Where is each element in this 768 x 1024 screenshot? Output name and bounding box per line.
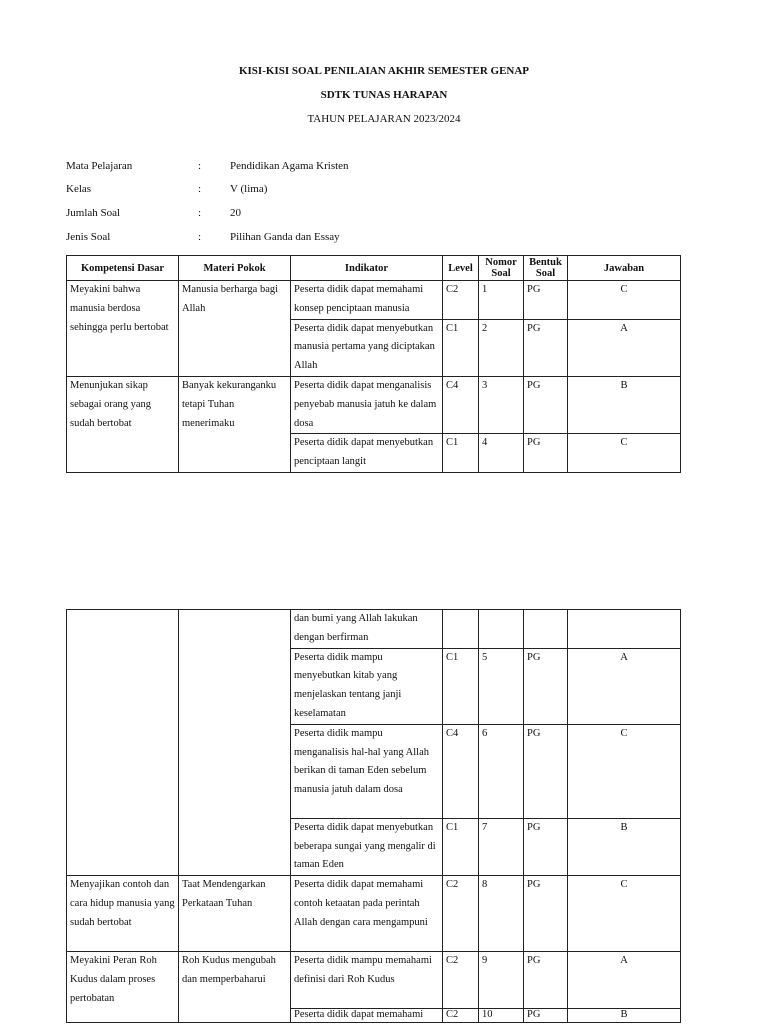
cell-bentuk-soal: PG	[524, 724, 568, 818]
cell-level: C2	[443, 876, 479, 952]
header-nomor-soal: Nomor Soal	[479, 256, 524, 281]
cell-indikator: Peserta didik dapat memahami contoh ketaatan pada perintah Allah dengan cara mengampuni	[291, 876, 443, 952]
cell-materi-pokok: Roh Kudus mengubah dan memperbaharui	[179, 952, 291, 1023]
cell-jawaban: A	[568, 648, 681, 724]
table-header-row	[67, 256, 681, 281]
doc-title-line2: SDTK TUNAS HARAPAN	[320, 89, 448, 101]
doc-title-line3: TAHUN PELAJARAN 2023/2024	[307, 113, 461, 125]
cell-kompetensi-dasar	[67, 610, 179, 876]
cell-jawaban: A	[568, 952, 681, 1009]
cell-jawaban: C	[568, 724, 681, 818]
cell-level: C1	[443, 434, 479, 473]
doc-title-line1: KISI-KISI SOAL PENILAIAN AKHIR SEMESTER GENAP	[238, 65, 530, 77]
cell-jawaban: B	[568, 376, 681, 433]
cell-level: C4	[443, 376, 479, 433]
table-row	[67, 610, 681, 649]
table-row	[67, 952, 681, 1009]
meta-colon: :	[198, 207, 202, 219]
meta-colon: :	[198, 231, 202, 243]
cell-indikator: Peserta didik mampu menganalisis hal-hal yang Allah berikan di taman Eden sebelum manusia jatuh dalam dosa	[291, 724, 443, 818]
cell-nomor-soal: 10	[479, 1009, 524, 1023]
cell-nomor-soal: 8	[479, 876, 524, 952]
cell-bentuk-soal: PG	[524, 818, 568, 875]
cell-nomor-soal: 7	[479, 818, 524, 875]
meta-value: Pilihan Ganda dan Essay	[230, 231, 340, 243]
cell-nomor-soal: 6	[479, 724, 524, 818]
cell-indikator: Peserta didik dapat menyebutkan penciptaan langit	[291, 434, 443, 473]
cell-jawaban	[568, 610, 681, 649]
cell-nomor-soal: 3	[479, 376, 524, 433]
meta-value: Pendidikan Agama Kristen	[230, 160, 349, 172]
table-row	[67, 281, 681, 320]
cell-kompetensi-dasar: Meyakini Peran Roh Kudus dalam proses pertobatan	[67, 952, 179, 1023]
meta-label: Jenis Soal	[66, 231, 111, 243]
cell-indikator: Peserta didik dapat menganalisis penyebab manusia jatuh ke dalam dosa	[291, 376, 443, 433]
cell-indikator: Peserta didik dapat menyebutkan beberapa sungai yang mengalir di taman Eden	[291, 818, 443, 875]
cell-jawaban: B	[568, 818, 681, 875]
kisi-kisi-table-part1	[66, 255, 681, 473]
meta-colon: :	[198, 160, 202, 172]
cell-indikator: dan bumi yang Allah lakukan dengan berfirman	[291, 610, 443, 649]
cell-level: C2	[443, 1009, 479, 1023]
cell-jawaban: B	[568, 1009, 681, 1023]
cell-bentuk-soal: PG	[524, 319, 568, 376]
meta-label: Jumlah Soal	[66, 207, 121, 219]
cell-level: C1	[443, 648, 479, 724]
table-row	[67, 376, 681, 433]
cell-nomor-soal: 1	[479, 281, 524, 320]
cell-bentuk-soal: PG	[524, 648, 568, 724]
cell-kompetensi-dasar: Menyajikan contoh dan cara hidup manusia yang sudah bertobat	[67, 876, 179, 952]
cell-indikator: Peserta didik dapat memahami konsep penciptaan manusia	[291, 281, 443, 320]
cell-bentuk-soal: PG	[524, 281, 568, 320]
cell-level	[443, 610, 479, 649]
cell-kompetensi-dasar: Menunjukan sikap sebagai orang yang sudah bertobat	[67, 376, 179, 472]
cell-bentuk-soal: PG	[524, 376, 568, 433]
header-kompetensi-dasar: Kompetensi Dasar	[67, 256, 179, 281]
cell-materi-pokok: Banyak kekuranganku tetapi Tuhan menerimaku	[179, 376, 291, 472]
cell-bentuk-soal: PG	[524, 1009, 568, 1023]
cell-indikator: Peserta didik dapat menyebutkan manusia pertama yang diciptakan Allah	[291, 319, 443, 376]
cell-nomor-soal: 5	[479, 648, 524, 724]
cell-level: C1	[443, 818, 479, 875]
cell-jawaban: C	[568, 434, 681, 473]
cell-level: C1	[443, 319, 479, 376]
meta-label: Kelas	[66, 183, 92, 195]
cell-jawaban: A	[568, 319, 681, 376]
cell-indikator: Peserta didik mampu menyebutkan kitab yang menjelaskan tentang janji keselamatan	[291, 648, 443, 724]
kisi-kisi-table-part2	[66, 609, 681, 1023]
cell-materi-pokok: Taat Mendengarkan Perkataan Tuhan	[179, 876, 291, 952]
meta-colon: :	[198, 183, 202, 195]
cell-materi-pokok: Manusia berharga bagi Allah	[179, 281, 291, 377]
cell-level: C4	[443, 724, 479, 818]
meta-value: V (lima)	[230, 183, 268, 195]
meta-label: Mata Pelajaran	[66, 160, 133, 172]
meta-value: 20	[230, 207, 241, 219]
cell-jawaban: C	[568, 876, 681, 952]
header-jawaban: Jawaban	[568, 256, 681, 281]
cell-indikator: Peserta didik dapat memahami	[291, 1009, 443, 1023]
cell-nomor-soal: 2	[479, 319, 524, 376]
header-materi-pokok: Materi Pokok	[179, 256, 291, 281]
cell-jawaban: C	[568, 281, 681, 320]
cell-materi-pokok	[179, 610, 291, 876]
header-bentuk-soal: Bentuk Soal	[524, 256, 568, 281]
cell-kompetensi-dasar: Meyakini bahwa manusia berdosa sehingga perlu bertobat	[67, 281, 179, 377]
cell-bentuk-soal: PG	[524, 434, 568, 473]
cell-nomor-soal: 4	[479, 434, 524, 473]
cell-nomor-soal: 9	[479, 952, 524, 1009]
cell-bentuk-soal	[524, 610, 568, 649]
cell-level: C2	[443, 281, 479, 320]
table-row	[67, 876, 681, 952]
cell-nomor-soal	[479, 610, 524, 649]
header-level: Level	[443, 256, 479, 281]
cell-level: C2	[443, 952, 479, 1009]
cell-indikator: Peserta didik mampu memahami definisi dari Roh Kudus	[291, 952, 443, 1009]
cell-bentuk-soal: PG	[524, 876, 568, 952]
header-indikator: Indikator	[291, 256, 443, 281]
cell-bentuk-soal: PG	[524, 952, 568, 1009]
